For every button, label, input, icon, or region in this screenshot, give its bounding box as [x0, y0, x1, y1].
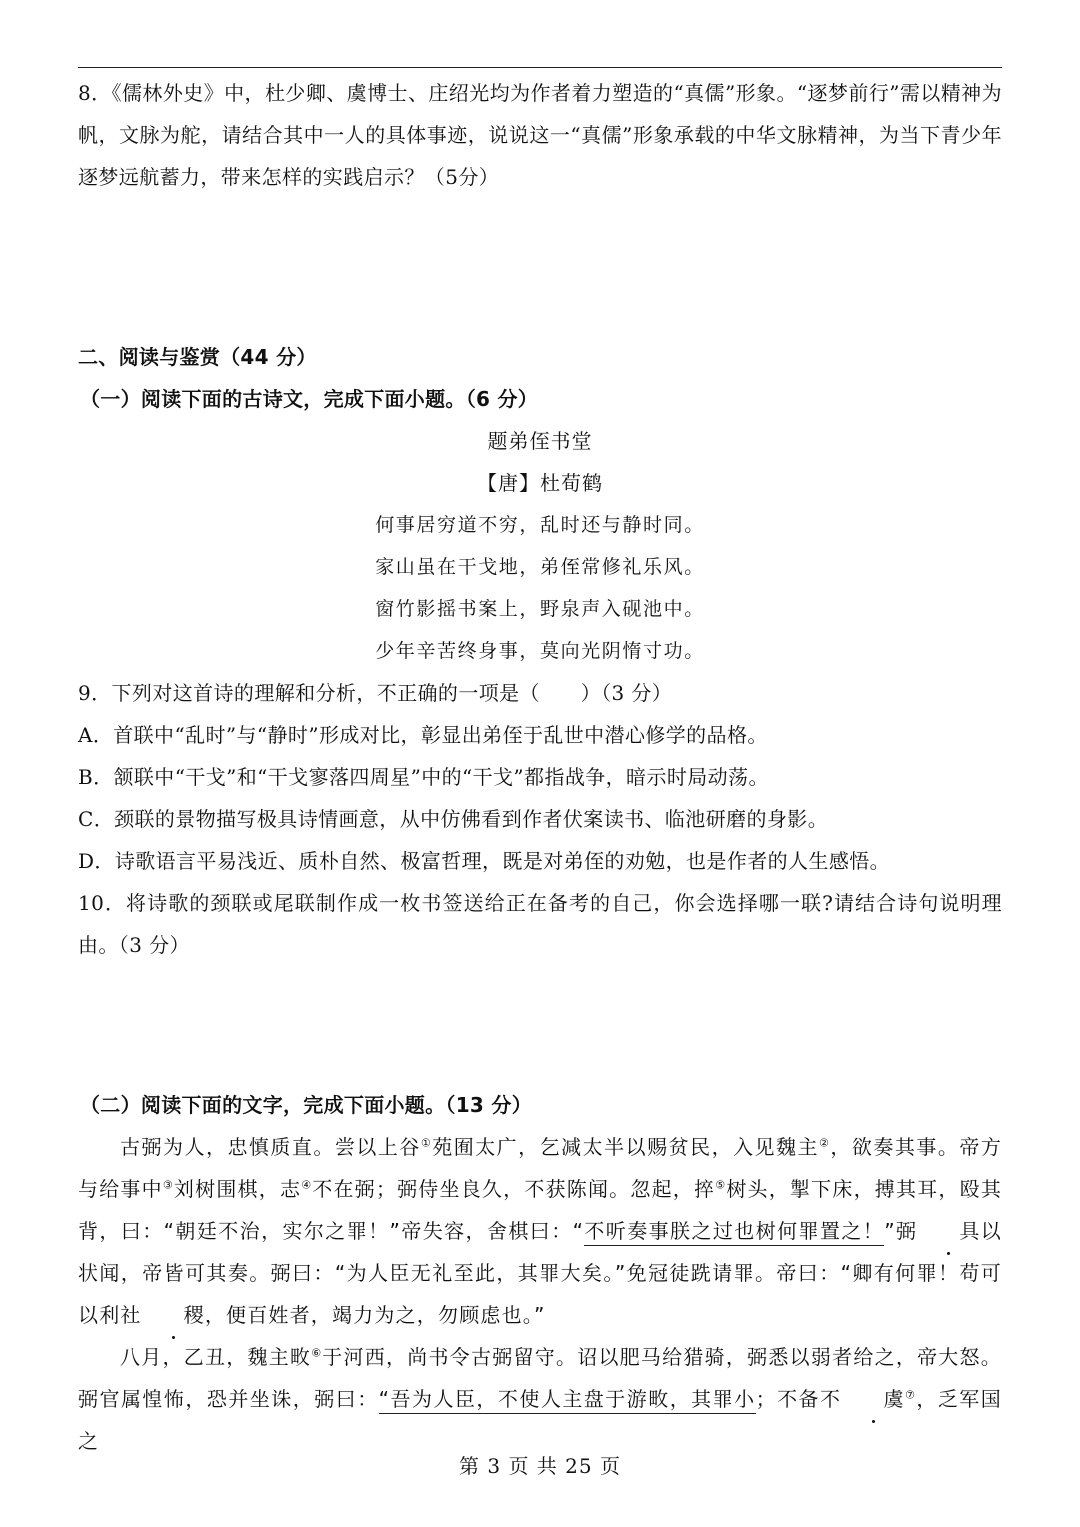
part-1-title: （一）阅读下面的古诗文，完成下面小题。（6 分） — [80, 387, 539, 411]
classical-p1-text-b: 苑囿太广，乞减太半以赐贫民，入见魏主 — [432, 1135, 820, 1159]
classical-p1-text-d: 刘树围棋，志 — [173, 1177, 302, 1201]
section-2-title: 二、阅读与鉴赏（44 分） — [78, 345, 317, 369]
classical-p1-text-g: ”弼 — [884, 1219, 918, 1243]
poem-line-4: 少年辛苦终身事，莫向光阴惰寸功。 — [375, 640, 705, 662]
classical-p2-text-b: 于河西，尚书令古弼留守。诏以肥马给猎骑，弼悉以弱者给之，帝大怒。弼官属惶怖，恐并坐诛，弼曰： — [78, 1345, 1002, 1411]
poem-line-3: 窗竹影摇书案上，野泉声入砚池中。 — [375, 598, 705, 620]
poem-title: 题弟侄书堂 — [487, 429, 593, 453]
classical-p1-text-f: 树头，掣下床，搏其耳，殴其背，曰：“朝廷不治，实尔之罪！”帝失容，舍棋曰：“ — [78, 1177, 1003, 1243]
poem-line-1: 何事居穷道不穷，乱时还与静时同。 — [375, 514, 705, 536]
question-10: 10．将诗歌的颈联或尾联制作成一枚书签送给正在备考的自己，你会选择哪一联?请结合诗句说明理由。（3 分） — [78, 891, 1002, 957]
classical-p2-text-c: ；不备不 — [755, 1387, 842, 1411]
note-marker-3: ③ — [162, 1178, 174, 1192]
answer-space-8 — [78, 198, 1002, 336]
note-marker-4: ④ — [301, 1178, 313, 1192]
classical-p1-text-e: 不在弼；弼侍坐良久，不获陈闻。忽起，捽 — [312, 1177, 716, 1201]
emphasis-char-yu: 虞 — [842, 1378, 905, 1420]
part-2-title: （二）阅读下面的文字，完成下面小题。（13 分） — [80, 1093, 532, 1117]
question-8: 8．《儒林外史》中，杜少卿、虞博士、庄绍光均为作者着力塑造的“真儒”形象。“逐梦前行”需以精神为帆，文脉为舵，请结合其中一人的具体事迹，说说这一“真儒”形象承载的中华文脉精神，为当下青少年逐梦远航蓄力，带来怎样的实践启示？（5分） — [78, 81, 1002, 189]
poem-block — [78, 420, 1002, 672]
question-9: 9．下列对这首诗的理解和分析，不正确的一项是（ ）（3 分） — [78, 681, 673, 705]
classical-paragraph-1 — [78, 1126, 1002, 1336]
question-9-option-d: D．诗歌语言平易浅近、质朴自然、极富哲理，既是对弟侄的劝勉，也是作者的人生感悟。 — [78, 849, 891, 873]
question-9-option-a: A．首联中“乱时”与“静时”形成对比，彰显出弟侄于乱世中潜心修学的品格。 — [78, 723, 768, 747]
poem-line-2: 家山虽在干戈地，弟侄常修礼乐风。 — [375, 556, 705, 578]
question-9-option-c: C．颈联的景物描写极具诗情画意，从中仿佛看到作者伏案读书、临池研磨的身影。 — [78, 807, 829, 831]
poem-author: 【唐】杜荀鹤 — [477, 471, 603, 495]
classical-p1-text-h: 以状闻，帝皆可其奏。弼曰：“为人臣无礼至此，其罪大矣。”免冠徒跣请罪。帝曰：“卿有何罪！苟可以利社 — [78, 1219, 1002, 1327]
classical-p1-text-c: ，欲奏其事。帝方与给事中 — [78, 1135, 1003, 1201]
top-divider — [78, 67, 1002, 68]
translation-underline-2: “吾为人臣，不使人主盘于游畋，其罪小 — [379, 1387, 756, 1414]
note-marker-5: ⑤ — [715, 1178, 727, 1192]
page-footer: 第 3 页 共 25 页 — [459, 1454, 621, 1478]
note-marker-6: ⑥ — [311, 1346, 323, 1360]
translation-underline-1: 不听奏事朕之过也树何罪置之！ — [584, 1219, 884, 1246]
classical-p1-text-a: 古弼为人，忠慎质直。尝以上谷 — [120, 1135, 421, 1159]
classical-p2-text-a: 八月，乙丑，魏主畋 — [120, 1345, 312, 1369]
emphasis-char-ju: 具 — [917, 1210, 980, 1252]
page-content — [78, 72, 1002, 1462]
emphasis-char-ji: 稷 — [142, 1294, 205, 1336]
classical-p1-text-i: ，便百姓者，竭力为之，勿顾虑也。” — [204, 1303, 546, 1327]
answer-space-10 — [78, 966, 1002, 1084]
classical-p2-text-d: ，乏军国之 — [78, 1387, 1002, 1453]
note-marker-7: ⑦ — [904, 1388, 917, 1402]
note-marker-2: ② — [819, 1136, 831, 1150]
note-marker-1: ① — [420, 1136, 433, 1150]
classical-paragraph-2 — [78, 1336, 1002, 1462]
question-9-option-b: B．颔联中“干戈”和“干戈寥落四周星”中的“干戈”都指战争，暗示时局动荡。 — [78, 765, 769, 789]
